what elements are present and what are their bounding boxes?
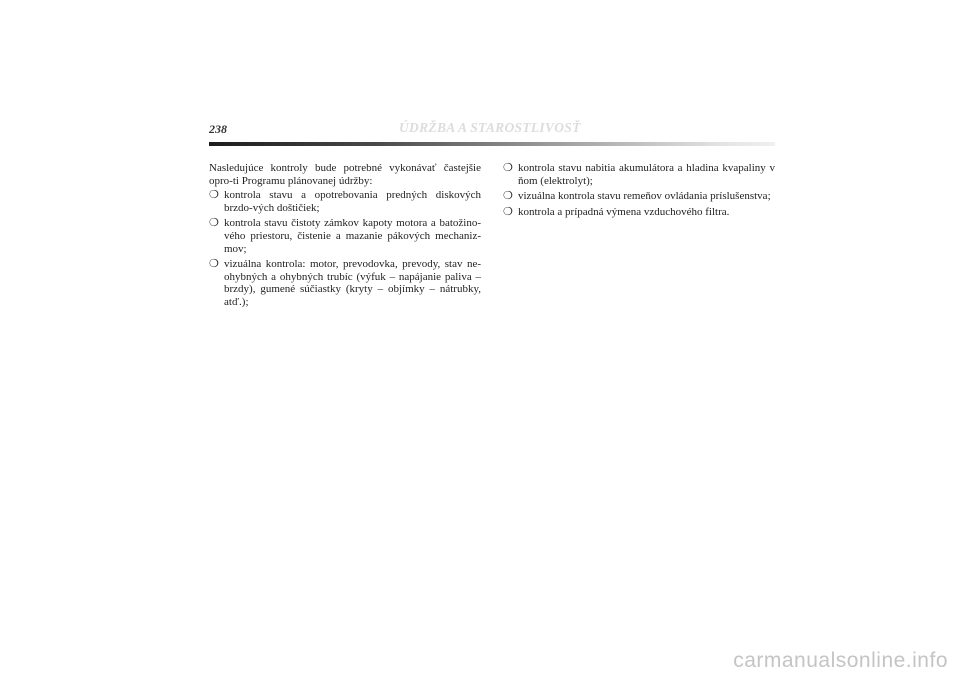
right-checklist [503,162,775,218]
list-item-text: kontrola a prípadná výmena vzduchového filtra. [518,205,730,218]
circle-bullet-icon: ❍ [209,189,219,202]
section-title: ÚDRŽBA A STAROSTLIVOSŤ [399,120,581,135]
site-watermark: carmanualsonline.info [733,649,948,672]
list-item [503,206,775,219]
right-column [503,162,775,221]
list-item-text: vizuálna kontrola: motor, prevodovka, prevody, stav ne-ohybných a ohybných trubíc (výfuk – napájanie paliva – brzdy), gumené súčiastky (kryty – objímky – nátrubky, atď.); [224,258,481,308]
list-item [209,189,481,214]
list-item-text: vizuálna kontrola stavu remeňov ovládania príslušenstva; [518,190,771,203]
page-header [209,118,775,148]
list-item-text: kontrola stavu nabitia akumulátora a hladina kvapaliny v ňom (elektrolyt); [518,162,775,187]
circle-bullet-icon: ❍ [503,205,513,218]
list-item [503,162,775,187]
header-divider [209,142,775,146]
list-item [209,217,481,255]
list-item [503,190,775,203]
circle-bullet-icon: ❍ [209,217,219,230]
list-item-text: kontrola stavu čistoty zámkov kapoty motora a batožino-vého priestoru, čistenie a mazanie pákových mechaniz-mov; [224,217,481,255]
circle-bullet-icon: ❍ [503,190,513,203]
list-item-text: kontrola stavu a opotrebovania predných diskových brzdo-vých doštičiek; [224,189,481,214]
left-column [209,162,481,312]
circle-bullet-icon: ❍ [503,162,513,174]
list-item [209,258,481,308]
left-checklist [209,189,481,308]
circle-bullet-icon: ❍ [209,258,219,271]
page-number: 238 [209,122,227,136]
intro-paragraph: Nasledujúce kontroly bude potrebné vykonávať častejšie opro-ti Programu plánovanej údržby: [209,162,481,187]
